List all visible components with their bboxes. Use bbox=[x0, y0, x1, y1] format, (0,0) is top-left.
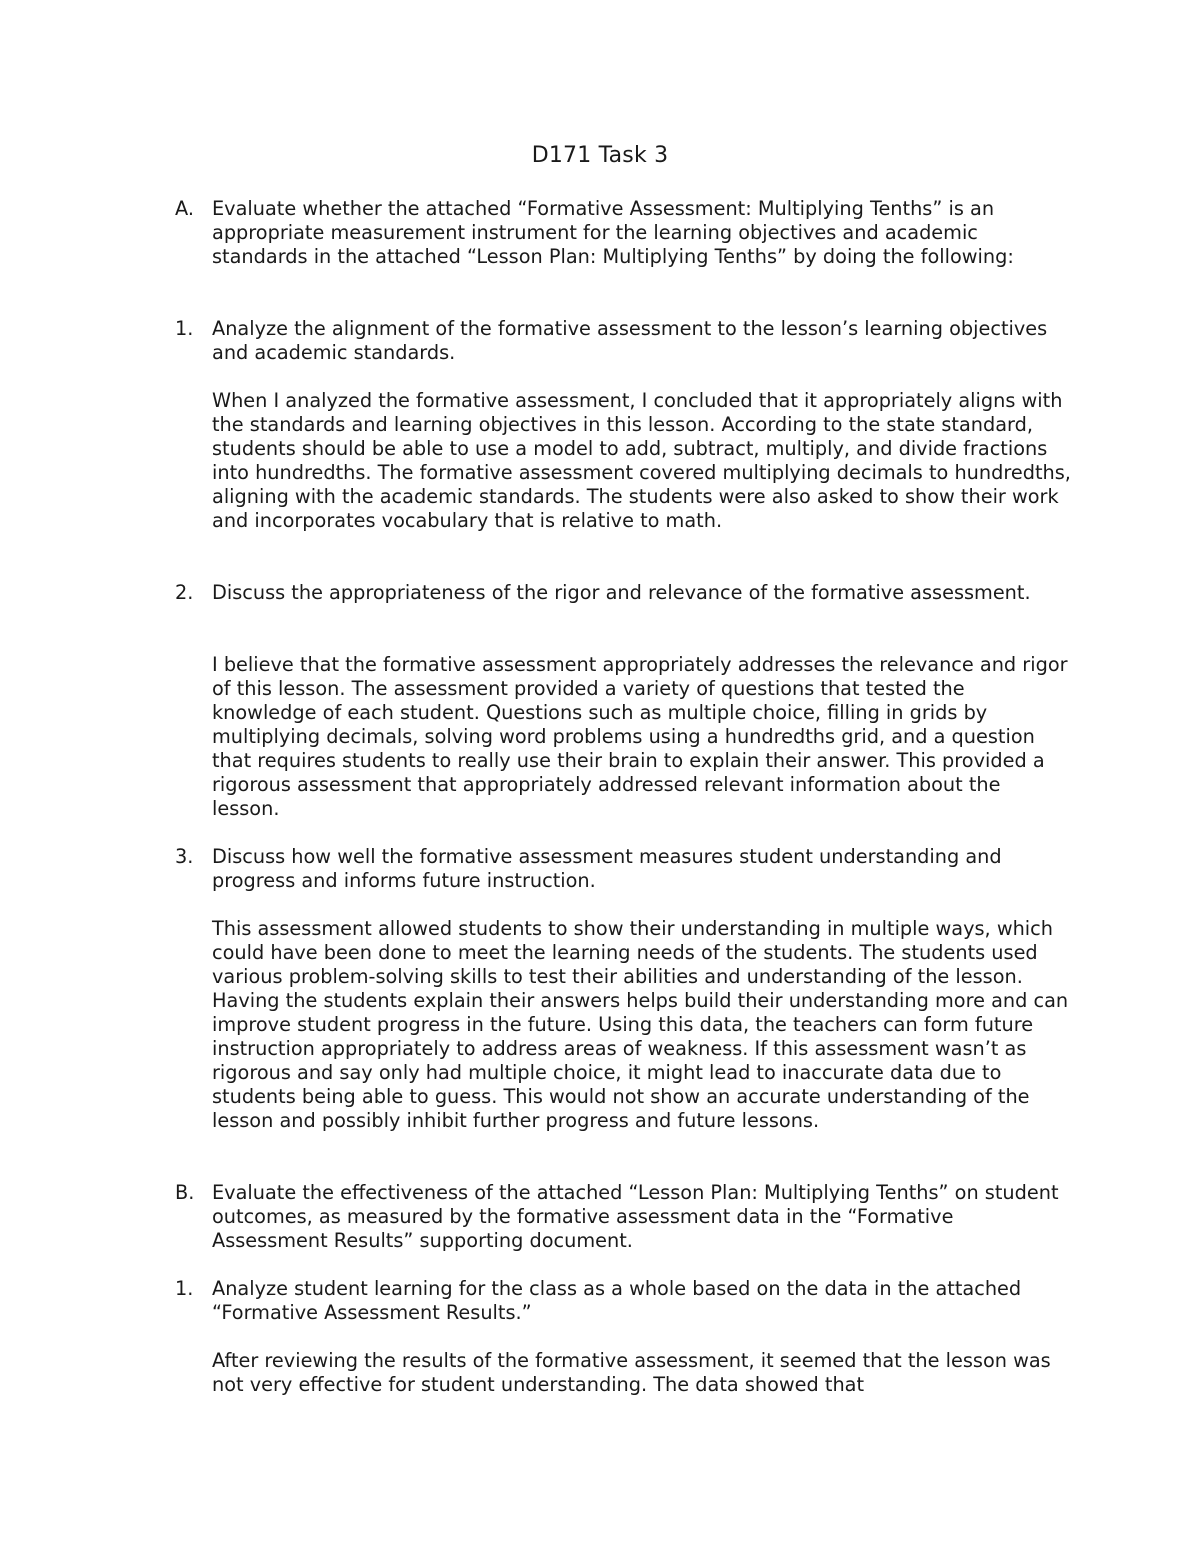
question-marker: 3. bbox=[175, 845, 194, 868]
section-prompt: Evaluate the effectiveness of the attached “Lesson Plan: Multiplying Tenths” on student outcomes, as measured by the formative assessment data in the “Formative Assessment Results” supporting document. bbox=[212, 1181, 1059, 1252]
question-prompt: Analyze the alignment of the formative assessment to the lesson’s learning objectives and academic standards. bbox=[212, 317, 1048, 364]
question-marker: 1. bbox=[175, 317, 194, 340]
answer-a3: This assessment allowed students to show their understanding in multiple ways, which could have been done to meet the learning needs of the students. The students used various problem-solving skills to test their abilities and understanding of the lesson. Having the students explain their answers helps build their understanding more and can improve student progress in the future. Using this data, the teachers can form future instruction appropriately to address areas of weakness. If this assessment wasn’t as rigorous and say only had multiple choice, it might lead to inaccurate data due to students being able to guess. This would not show an accurate understanding of the lesson and possibly inhibit further progress and future lessons. bbox=[212, 917, 1069, 1132]
section-marker: B. bbox=[175, 1181, 195, 1204]
question-marker: 2. bbox=[175, 581, 194, 604]
question-marker: 1. bbox=[175, 1277, 194, 1300]
question-prompt: Analyze student learning for the class as a whole based on the data in the attached “Formative Assessment Results.” bbox=[212, 1277, 1022, 1324]
document-title: D171 Task 3 bbox=[531, 143, 669, 168]
section-prompt: Evaluate whether the attached “Formative Assessment: Multiplying Tenths” is an appropriate measurement instrument for the learning objectives and academic standards in the attached “Lesson Plan: Multiplying Tenths” by doing the following: bbox=[212, 197, 1014, 268]
section-marker: A. bbox=[175, 197, 194, 220]
question-prompt: Discuss the appropriateness of the rigor and relevance of the formative assessment. bbox=[212, 581, 1031, 604]
answer-b1: After reviewing the results of the formative assessment, it seemed that the lesson was not very effective for student understanding. The data showed that bbox=[212, 1349, 1051, 1396]
question-prompt: Discuss how well the formative assessment measures student understanding and progress and informs future instruction. bbox=[212, 845, 1002, 892]
answer-a1: When I analyzed the formative assessment, I concluded that it appropriately aligns with the standards and learning objectives in this lesson. According to the state standard, students should be able to use a model to add, subtract, multiply, and divide fractions into hundredths. The formative assessment covered multiplying decimals to hundredths, aligning with the academic standards. The students were also asked to show their work and incorporates vocabulary that is relative to math. bbox=[212, 389, 1071, 532]
answer-a2: I believe that the formative assessment appropriately addresses the relevance and rigor of this lesson. The assessment provided a variety of questions that tested the knowledge of each student. Questions such as multiple choice, filling in grids by multiplying decimals, solving word problems using a hundredths grid, and a question that requires students to really use their brain to explain their answer. This provided a rigorous assessment that appropriately addressed relevant information about the lesson. bbox=[212, 653, 1068, 820]
